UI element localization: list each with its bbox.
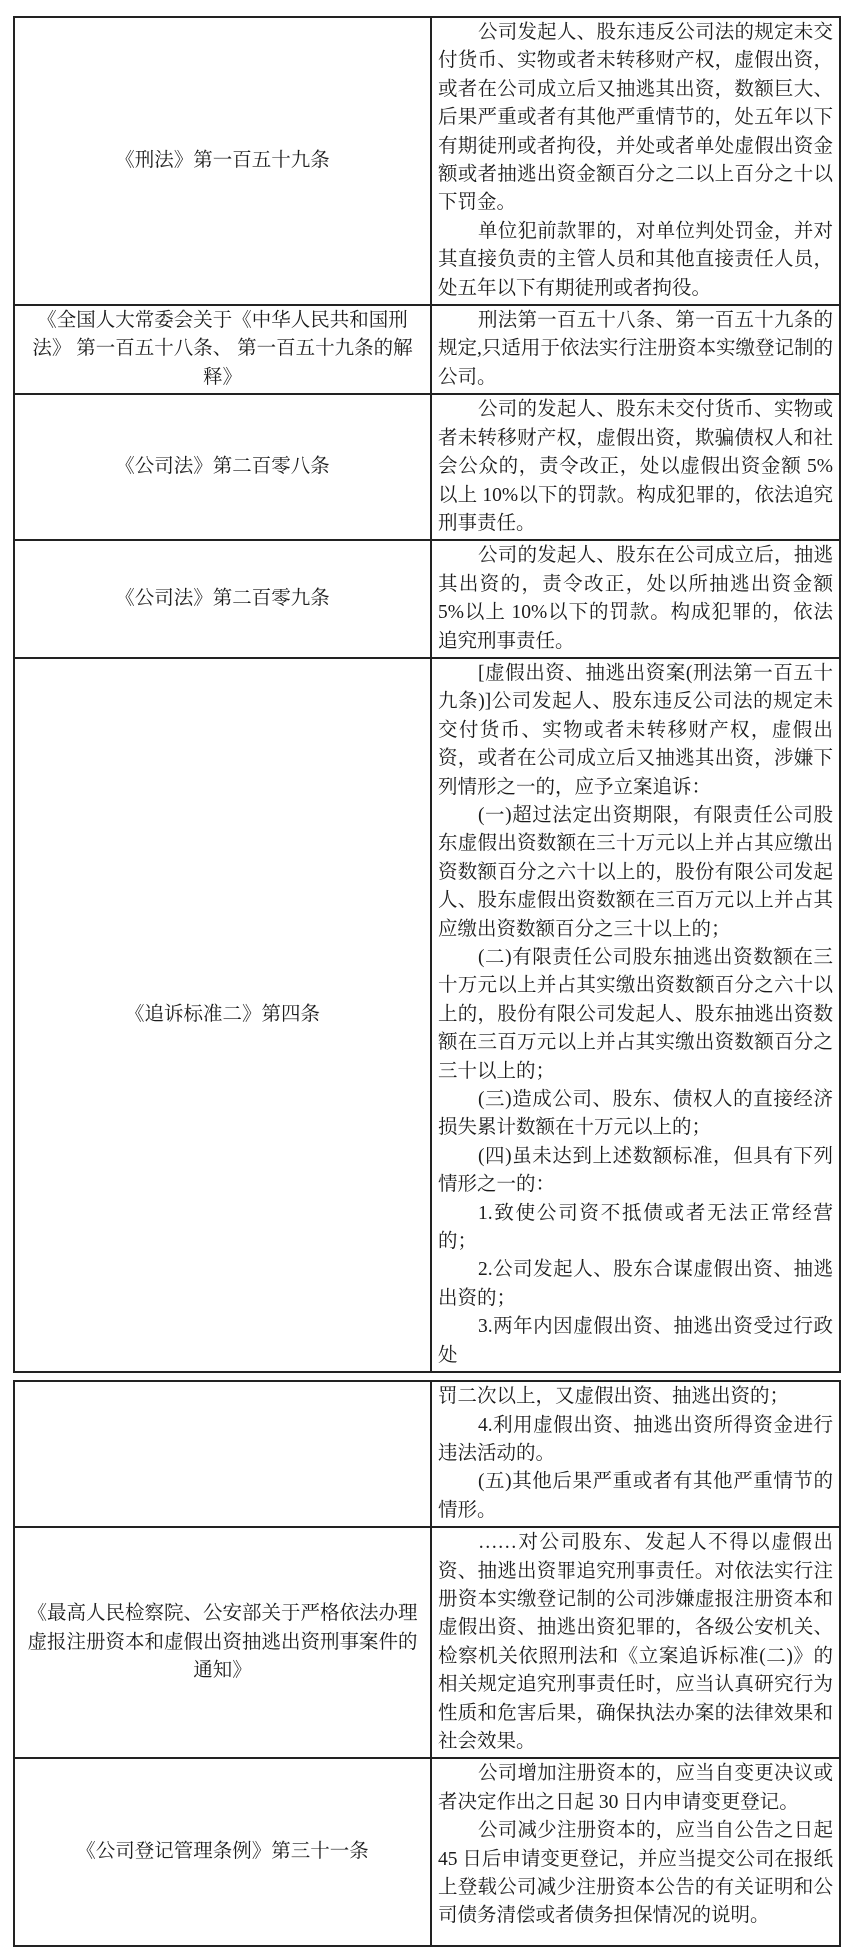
law-name-cell: 《公司法》第二百零九条	[14, 540, 431, 658]
law-text-paragraph: 4.利用虚假出资、抽逃出资所得资金进行违法活动的。	[438, 1414, 833, 1464]
law-table-2	[13, 1380, 841, 1947]
law-text-cell	[431, 1381, 840, 1527]
law-text-paragraph: 公司增加注册资本的，应当自变更决议或者决定作出之日起 30 日内申请变更登记。	[438, 1763, 833, 1813]
table-row-criminal-law-159	[14, 17, 840, 305]
law-text-cell	[431, 1758, 840, 1946]
law-text-paragraph: (三)造成公司、股东、债权人的直接经济损失累计数额在十万元以上的；	[438, 1089, 833, 1139]
law-name-cell: 《刑法》第一百五十九条	[14, 17, 431, 305]
law-text-cell	[431, 305, 840, 394]
law-text-paragraph: 2.公司发起人、股东合谋虚假出资、抽逃出资的；	[438, 1259, 833, 1309]
law-text-paragraph: 3.两年内因虚假出资、抽逃出资受过行政处	[438, 1316, 833, 1366]
law-name-cell: 《公司法》第二百零八条	[14, 394, 431, 540]
law-text-paragraph: 1.致使公司资不抵债或者无法正常经营的；	[438, 1202, 833, 1253]
law-table-1	[13, 16, 841, 1373]
table-row-prosecution-standard-continued	[14, 1381, 840, 1527]
law-name-cell-empty	[14, 1381, 431, 1527]
document-page	[0, 16, 852, 1927]
law-text-paragraph: (二)有限责任公司股东抽逃出资数额在三十万元以上并占其实缴出资数额百分之六十以上的，股份有限公司发起人、股东抽逃出资数额在三百万元以上并占其实缴出资数额百分之三十以上的；	[438, 947, 833, 1082]
law-text-paragraph: ……对公司股东、发起人不得以虚假出资、抽逃出资罪追究刑事责任。对依法实行注册资本实缴登记制的公司涉嫌虚报注册资本和虚假出资、抽逃出资犯罪的，各级公安机关、检察机关依照刑法和《立案追诉标准(二)》的相关规定追究刑事责任时，应当认真研究行为性质和危害后果，确保执法办案的法律效果和社会效果。	[438, 1532, 833, 1752]
table-row-prosecution-standard-4	[14, 658, 840, 1372]
law-text-paragraph: (四)虽未达到上述数额标准，但具有下列情形之一的：	[438, 1145, 833, 1196]
table-row-spp-mps-notice	[14, 1527, 840, 1758]
law-name-cell: 《最高人民检察院、公安部关于严格依法办理虚报注册资本和虚假出资抽逃出资刑事案件的通知》	[14, 1527, 431, 1758]
law-text-cell	[431, 394, 840, 540]
law-text-paragraph: (五)其他后果严重或者有其他严重情节的情形。	[438, 1471, 833, 1521]
table-row-company-law-209	[14, 540, 840, 658]
law-name-cell: 《追诉标准二》第四条	[14, 658, 431, 1372]
law-text-cell	[431, 17, 840, 305]
table-row-npc-interpretation	[14, 305, 840, 394]
law-text-cell	[431, 540, 840, 658]
table-row-registration-regulation-31	[14, 1758, 840, 1946]
law-text-paragraph: 公司发起人、股东违反公司法的规定未交付货币、实物或者未转移财产权，虚假出资，或者在公司成立后又抽逃其出资，数额巨大、后果严重或者有其他严重情节的，处五年以下有期徒刑或者拘役，并处或者单处虚假出资金额或者抽逃出资金额百分之二以上百分之十以下罚金。	[438, 22, 833, 214]
law-text-paragraph: 单位犯前款罪的，对单位判处罚金，并对其直接负责的主管人员和其他直接责任人员，处五年以下有期徒刑或者拘役。	[438, 220, 833, 299]
law-text-cell	[431, 658, 840, 1372]
law-text-cell	[431, 1527, 840, 1758]
law-text-paragraph: 刑法第一百五十八条、第一百五十九条的规定,只适用于依法实行注册资本实缴登记制的公司。	[438, 310, 833, 388]
law-name-cell: 《公司登记管理条例》第三十一条	[14, 1758, 431, 1946]
law-text-paragraph: (一)超过法定出资期限，有限责任公司股东虚假出资数额在三十万元以上并占其应缴出资数额百分之六十以上的，股份有限公司发起人、股东虚假出资数额在三百万元以上并占其应缴出资数额百分之三十以上的；	[438, 804, 833, 940]
law-text-paragraph: [虚假出资、抽逃出资案(刑法第一百五十九条)]公司发起人、股东违反公司法的规定未交付货币、实物或者未转移财产权，虚假出资，或者在公司成立后又抽逃其出资，涉嫌下列情形之一的，应予立案追诉：	[438, 662, 833, 798]
law-text-paragraph: 公司的发起人、股东在公司成立后，抽逃其出资的，责令改正，处以所抽逃出资金额 5%以上 10%以下的罚款。构成犯罪的，依法追究刑事责任。	[438, 545, 833, 652]
law-text-paragraph: 公司减少注册资本的，应当自公告之日起 45 日后申请变更登记，并应当提交公司在报纸上登载公司减少注册资本公告的有关证明和公司债务清偿或者债务担保情况的说明。	[438, 1820, 833, 1927]
law-name-cell: 《全国人大常委会关于《中华人民共和国刑法》 第一百五十八条、 第一百五十九条的解释》	[14, 305, 431, 394]
law-text-paragraph: 罚二次以上，又虚假出资、抽逃出资的；	[438, 1386, 790, 1408]
table-row-company-law-208	[14, 394, 840, 540]
law-text-paragraph: 公司的发起人、股东未交付货币、实物或者未转移财产权，虚假出资，欺骗债权人和社会公众的，责令改正，处以虚假出资金额 5%以上 10%以下的罚款。构成犯罪的，依法追究刑事责任。	[438, 399, 833, 534]
